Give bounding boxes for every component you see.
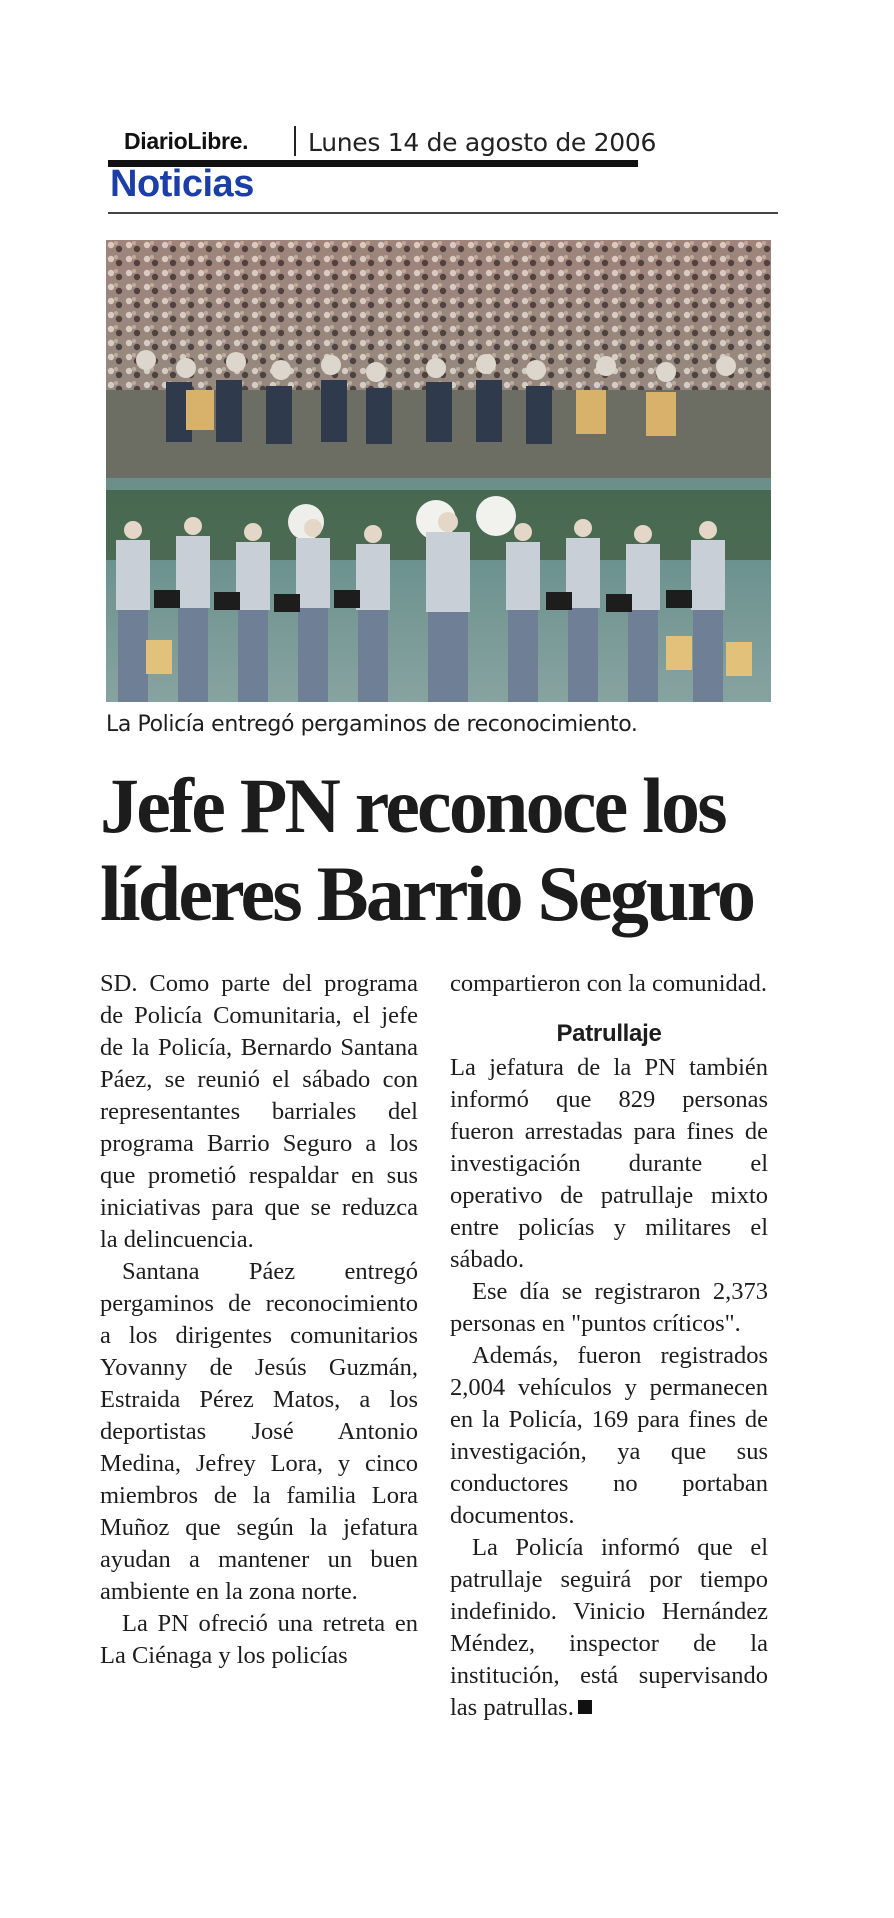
headline-line-2: líderes Barrio Seguro bbox=[100, 850, 754, 937]
masthead-divider bbox=[294, 126, 296, 156]
crowd-and-band-photo bbox=[106, 240, 771, 702]
paragraph: SD. Como parte del programa de Policía Comunitaria, el jefe de la Policía, Bernardo Santana Páez, se reunió el sábado con representantes barriales del programa Barrio Seguro a los que prometió respaldar en sus iniciativas para que se reduzca la delincuencia. bbox=[100, 970, 418, 1253]
photo-caption: La Policía entregó pergaminos de reconocimiento. bbox=[106, 712, 638, 737]
header-rule bbox=[108, 212, 778, 214]
masthead bbox=[108, 124, 778, 205]
paragraph: Santana Páez entregó pergaminos de reconocimiento a los dirigentes comunitarios Yovanny de Jesús Guzmán, Estraida Pérez Matos, a los deportistas José Antonio Medina, Jefrey Lora, y cinco miembros de la familia Lora Muñoz que según la jefatura ayudan a mantener un buen ambiente en la zona norte. bbox=[100, 1258, 418, 1605]
article-photo bbox=[106, 240, 771, 702]
newspaper-logo: DiarioLibre. bbox=[124, 128, 249, 154]
article-column-1 bbox=[100, 968, 418, 1672]
paragraph-final bbox=[450, 1532, 768, 1724]
paragraph-continuation: compartieron con la comunidad. bbox=[450, 970, 768, 997]
section-title: Noticias bbox=[110, 163, 254, 205]
headline bbox=[100, 762, 800, 938]
end-of-article-mark bbox=[578, 1700, 592, 1714]
paragraph: La jefatura de la PN también informó que 829 personas fueron arrestadas para fines de investigación durante el operativo de patrullaje mixto entre policías y militares el sábado. bbox=[450, 1054, 768, 1273]
paragraph: La PN ofreció una retreta en La Ciénaga y los policías bbox=[100, 1610, 418, 1669]
subheading: Patrullaje bbox=[556, 1020, 662, 1047]
publication-date: Lunes 14 de agosto de 2006 bbox=[308, 128, 657, 157]
paragraph: Ese día se registraron 2,373 personas en "puntos críticos". bbox=[450, 1278, 768, 1337]
brand-row bbox=[108, 124, 778, 158]
paragraph-final-text: La Policía informó que el patrullaje seguirá por tiempo indefinido. Vinicio Hernández Méndez, inspector de la institución, está supervisando las patrullas. bbox=[450, 1534, 768, 1721]
paragraph: Además, fueron registrados 2,004 vehículos y permanecen en la Policía, 169 para fines de investigación, ya que sus conductores no portaban documentos. bbox=[450, 1342, 768, 1529]
headline-line-1: Jefe PN reconoce los bbox=[100, 762, 725, 849]
article-column-2 bbox=[450, 968, 768, 1724]
